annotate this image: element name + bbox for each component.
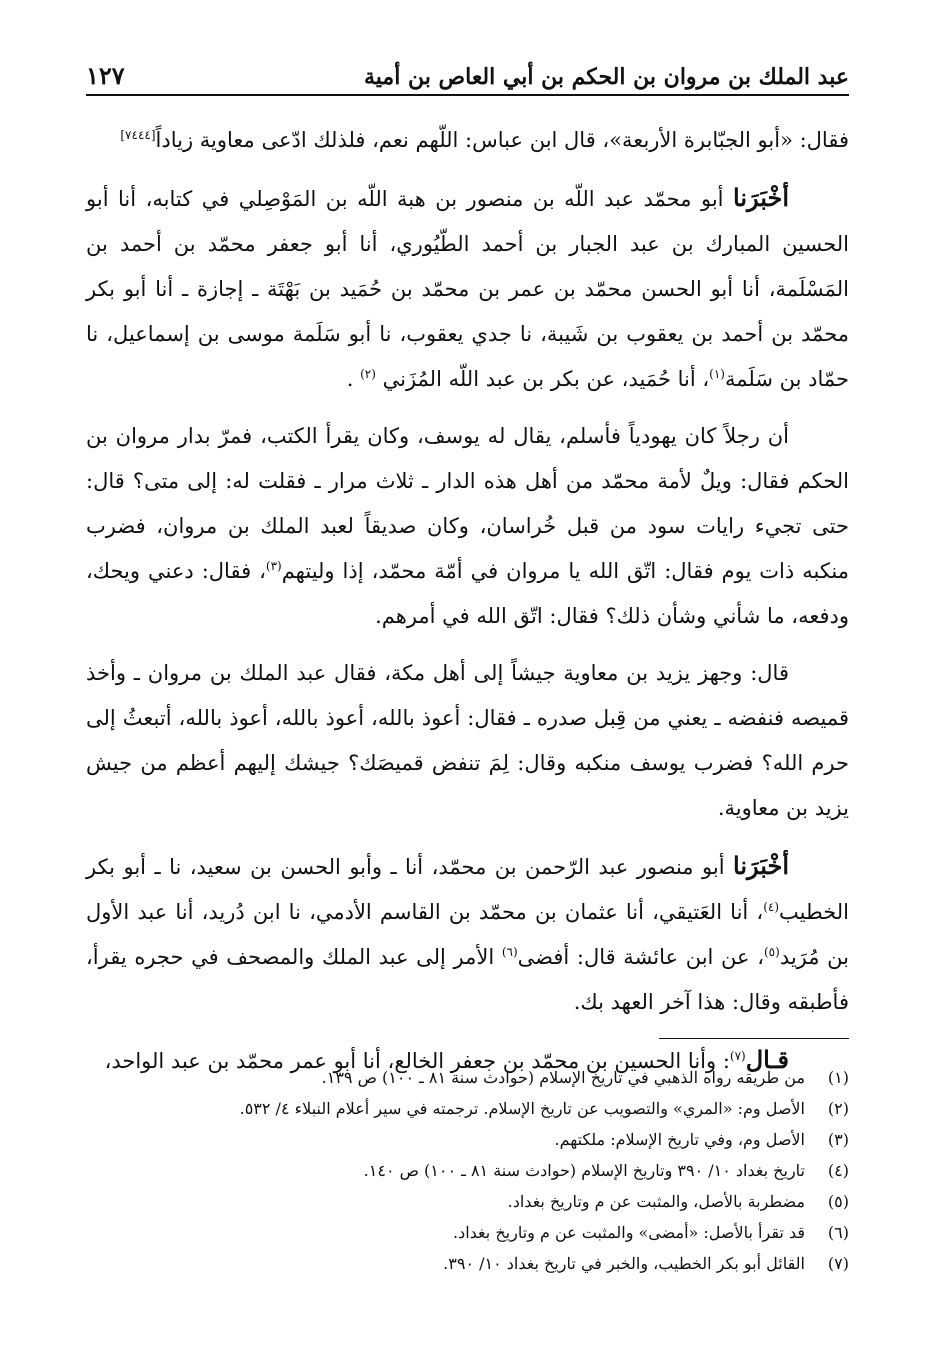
footnote bbox=[86, 1217, 849, 1248]
qala-heading: قـال bbox=[745, 1045, 789, 1074]
footnote-text: تاريخ بغداد ١٠/ ٣٩٠ وتاريخ الإسلام (حوادث سنة ٨١ ـ ١٠٠) ص ١٤٠. bbox=[363, 1161, 805, 1180]
footnote bbox=[86, 1093, 849, 1124]
footnote bbox=[86, 1248, 849, 1279]
footnotes bbox=[86, 1062, 849, 1279]
paragraph-3-text-1: أن رجلاً كان يهودياً فأسلم، يقال له يوسف، وكان يقرأ الكتب، فمرّ بدار مروان بن الحكم فقال: ويلٌ لأمة محمّد من أهل هذه الدار ـ ثلاث مرار ـ فقلت له: إلى متى؟ قال: حتى تجيء رايات سود من قبل خُراسان، وكان صديقاً لعبد الملك بن مروان، فضرب منكبه ذات يوم فقال: اتّق الله يا مروان في أمّة محمّد، إذا وليتهم bbox=[86, 424, 849, 583]
footnote bbox=[86, 1155, 849, 1186]
paragraph-1 bbox=[86, 118, 849, 163]
paragraph-3-text-2: ، فقال: دعني ويحك، ودفعه، ما شأني وشأن ذلك؟ فقال: اتّق الله في أمرهم. bbox=[86, 559, 849, 628]
footnote-ref-1[interactable]: (١) bbox=[709, 367, 725, 381]
main-text bbox=[86, 118, 849, 1096]
footnote-number: (٥) bbox=[827, 1192, 849, 1211]
footnote-text: قد تقرأ بالأصل: «أمضى» والمثبت عن م وتاريخ بغداد. bbox=[453, 1223, 805, 1242]
footnote-number: (٦) bbox=[827, 1223, 849, 1242]
paragraph-5-text-1: أبو منصور عبد الرّحمن بن محمّد، أنا ـ وأبو الحسن بن سعيد، نا ـ أبو بكر الخطيب bbox=[86, 855, 849, 924]
footnote-number: (١) bbox=[827, 1068, 849, 1087]
paragraph-2-mid: ، أنا حُمَيد، عن بكر بن عبد اللّه المُزَني bbox=[382, 367, 710, 391]
paragraph-5-text-4: الأمر إلى عبد الملك والمصحف في حجره يقرأ، فأطبقه وقال: هذا آخر العهد بك. bbox=[86, 945, 849, 1014]
footnote-ref-4[interactable]: (٤) bbox=[763, 900, 780, 914]
footnote-text: مضطربة بالأصل، والمثبت عن م وتاريخ بغداد. bbox=[507, 1192, 805, 1211]
footnote-number: (٢) bbox=[827, 1099, 849, 1118]
running-header bbox=[86, 62, 849, 96]
paragraph-4-text: قال: وجهز يزيد بن معاوية جيشاً إلى أهل مكة، فقال عبد الملك بن مروان ـ وأخذ قميصه فنفضه ـ يعني من قِبل صدره ـ فقال: أعوذ بالله، أعوذ بالله، أعوذ بالله، أتبعثُ إلى حرم الله؟ فضرب يوسف منكبه وقال: لِمَ تنفض قميصَك؟ جيشك إليهم أعظم من جيش يزيد بن معاوية. bbox=[86, 661, 849, 820]
footnote-text: القائل أبو بكر الخطيب، والخبر في تاريخ بغداد ١٠/ ٣٩٠. bbox=[443, 1254, 805, 1273]
footnote bbox=[86, 1062, 849, 1093]
footnote-ref-5[interactable]: (٥) bbox=[763, 945, 780, 959]
footnote-ref-2[interactable]: (٢) bbox=[360, 367, 376, 381]
page-number: ١٢٧ bbox=[86, 61, 125, 90]
paragraph-1-text: فقال: «أبو الجبّابرة الأربعة»، قال ابن عباس: اللّهم نعم، فلذلك ادّعى معاوية زياداً bbox=[155, 128, 849, 152]
reference-mark: [٧٤٤٤] bbox=[120, 128, 156, 142]
paragraph-3 bbox=[86, 414, 849, 639]
footnote-text: الأصل وم: «المري» والتصويب عن تاريخ الإسلام. ترجمته في سير أعلام النبلاء ٤/ ٥٣٢. bbox=[239, 1099, 805, 1118]
paragraph-5 bbox=[86, 843, 849, 1025]
paragraph-5-text-3: ، عن ابن عائشة قال: أفضى bbox=[517, 945, 764, 969]
paragraph-2 bbox=[86, 175, 849, 402]
akhbarana-heading-2: أخْبَرَنا bbox=[733, 851, 789, 880]
akhbarana-heading: أخْبَرَنا bbox=[733, 183, 789, 212]
paragraph-2-end: . bbox=[346, 367, 354, 391]
paragraph-2-text: أبو محمّد عبد اللّه بن منصور بن هبة اللّه بن المَوْصِلي في كتابه، أنا أبو الحسين المبارك بن عبد الجبار بن أحمد الطّيُوري، أنا أبو جعفر محمّد بن أحمد بن المَسْلَمة، أنا أبو الحسن محمّد بن عمر بن محمّد بن حُمَيد بن بَهْتَة ـ إجازة ـ أنا أبو بكر محمّد بن أحمد بن يعقوب بن شَيبة، نا جدي يعقوب، نا أبو سَلَمة موسى بن إسماعيل، نا حمّاد بن سَلَمة bbox=[86, 187, 849, 391]
footnote-text: الأصل وم، وفي تاريخ الإسلام: ملكتهم. bbox=[554, 1130, 805, 1149]
paragraph-4 bbox=[86, 651, 849, 831]
footnote-ref-7[interactable]: (٧) bbox=[729, 1049, 746, 1063]
header-title: عبد الملك بن مروان بن الحكم بن أبي العاص بن أمية bbox=[364, 64, 849, 90]
paragraph-6-text: : وأنا الحسين بن محمّد بن جعفر الخالع، أنا أبو عمر محمّد بن عبد الواحد، bbox=[104, 1049, 730, 1073]
footnote-ref-3[interactable]: (٣) bbox=[265, 559, 282, 573]
footnote bbox=[86, 1186, 849, 1217]
footnote-number: (٣) bbox=[827, 1130, 849, 1149]
footnote-number: (٧) bbox=[827, 1254, 849, 1273]
footnote-ref-6[interactable]: (٦) bbox=[501, 945, 518, 959]
footnote-separator bbox=[659, 1038, 849, 1039]
footnote bbox=[86, 1124, 849, 1155]
paragraph-5-text-2: ، أنا العَتيقي، أنا عثمان بن محمّد بن القاسم الأدمي، نا ابن دُريد، أنا عبد الأول بن مُرَيد bbox=[86, 900, 849, 969]
footnote-number: (٤) bbox=[827, 1161, 849, 1180]
footnote-text: من طريقه رواه الذهبي في تاريخ الإسلام (حوادث سنة ٨١ ـ ١٠٠) ص ١٣٩. bbox=[321, 1068, 805, 1087]
